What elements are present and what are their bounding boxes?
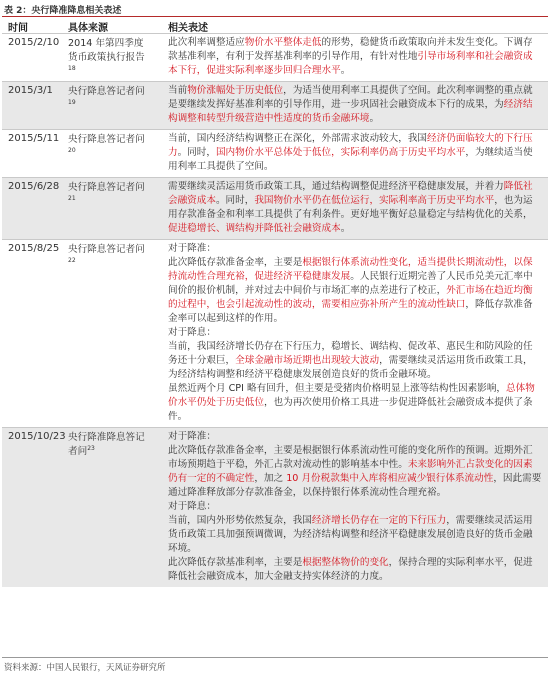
- desc-text: ，为适当使用利率工具提供了空间。此次利率调整的重点就是要继续发挥好基准利率的引导作用，进一步巩固社会融资成本下行的成果，为: [168, 85, 533, 110]
- row-footnote: 22: [68, 256, 76, 264]
- row-source: [68, 431, 152, 459]
- row-desc: [168, 34, 548, 81]
- desc-text: ，也为运用存款准备金和利率工具提供了有利条件。更好地平衡好总量稳定与结构优化的关系，: [168, 195, 533, 220]
- row-desc: [168, 82, 548, 129]
- highlight-text: 外汇市场在趋近均衡的过程中，也会引起流动性的波动，需要相应弥补所产生的流动性缺口: [168, 285, 533, 310]
- row-footnote: 19: [68, 98, 76, 106]
- row-footnote: 18: [68, 64, 76, 72]
- desc-text: ，降低存款准备金率可以起到这样的作用。: [168, 299, 533, 324]
- desc-text: 。同时，: [215, 195, 255, 206]
- row-desc: [168, 178, 548, 239]
- table-row: [2, 427, 548, 587]
- table-caption: 表 2：央行降准降息相关表述: [4, 6, 122, 16]
- highlight-text: 国内物价水平总体处于低位，实际利率仍高于历史平均水平: [215, 147, 466, 158]
- header-source: 具体来源: [68, 23, 108, 34]
- desc-text: 。同时，: [177, 147, 216, 158]
- highlight-text: 物价涨幅处于历史低位: [187, 85, 284, 96]
- desc-paragraph: [168, 36, 542, 78]
- highlight-text: 物价水平整体走低: [244, 37, 322, 48]
- desc-paragraph: [168, 340, 542, 382]
- table-row: [2, 81, 548, 129]
- table-row: [2, 33, 548, 81]
- table-row: [2, 129, 548, 177]
- desc-text: ，需要继续灵活运用货币政策工具，为经济结构调整和经济平稳健康发展创造良好的货币金融环境。: [168, 355, 533, 380]
- desc-text: 对于降息：: [168, 327, 216, 338]
- highlight-text: 未来影响外汇占款变化的因素仍有一定的不确定性: [168, 459, 533, 484]
- table-bottom-rule: [2, 657, 548, 658]
- desc-paragraph: [168, 242, 542, 256]
- desc-text: 。: [369, 113, 380, 124]
- row-time: 2015/6/28: [8, 181, 60, 192]
- row-source-text: 央行降息答记者问: [68, 244, 145, 255]
- desc-text: 对于降息：: [168, 501, 216, 512]
- row-source-text: 央行降准降息答记者问: [68, 432, 145, 457]
- desc-paragraph: [168, 444, 542, 500]
- row-time: 2015/5/11: [8, 133, 60, 144]
- desc-paragraph: [168, 500, 542, 514]
- header-desc: 相关表述: [168, 23, 208, 34]
- highlight-text: 根据银行体系流动性变化，适当提供长期流动性，以保持流动性合理充裕，促进经济平稳健康发展: [168, 257, 533, 282]
- row-desc: [168, 240, 548, 427]
- desc-paragraph: [168, 382, 542, 424]
- table-row: [2, 239, 548, 427]
- desc-text: 的形势，稳健货币政策取向并未发生变化。下调存款基准利率，有利于发挥基准利率的引导作用，有针对性地: [168, 37, 533, 62]
- desc-text: ，需要继续灵活运用货币政策工具加强预调微调，为经济结构调整和经济平稳健康发展创造良好的货币金融环境。: [168, 515, 533, 554]
- highlight-text: 总体物价水平仍处于历史低位: [168, 383, 535, 408]
- row-time: 2015/8/25: [8, 243, 60, 254]
- row-source: [68, 37, 152, 79]
- source-note: 资料来源：中国人民银行，天风证券研究所: [4, 663, 166, 673]
- desc-text: 此次降低存款准备金率，主要是根据银行体系流动性可能的变化所作的预调。近期外汇市场预期趋于平稳，外汇占款对流动性的影响基本中性。: [168, 445, 533, 470]
- desc-paragraph: [168, 514, 542, 556]
- desc-text: ，保持合理的实际利率水平，促进降低社会融资成本，加大金融支持实体经济的力度。: [168, 557, 533, 582]
- desc-text: 当前，国内外形势依然复杂，我国: [168, 515, 312, 526]
- highlight-text: 我国物价水平仍在低位运行，实际利率高于历史平均水平: [254, 195, 495, 206]
- desc-text: 。: [340, 65, 351, 76]
- desc-text: 需要继续灵活运用货币政策工具，通过结构调整促进经济平稳健康发展，并着力: [168, 181, 504, 192]
- desc-text: 当前: [168, 85, 188, 96]
- row-source-text: 央行降息答记者问: [68, 134, 145, 145]
- row-time: 2015/3/1: [8, 85, 53, 96]
- row-desc: [168, 130, 548, 177]
- row-source-text: 2014 年第四季度货币政策执行报告: [68, 38, 145, 63]
- desc-text: 此次利率调整适应: [168, 37, 245, 48]
- highlight-text: 经济仍面临较大的下行压力: [168, 133, 533, 158]
- row-time: 2015/2/10: [8, 37, 60, 48]
- table-row: [2, 177, 548, 239]
- row-source: [68, 181, 152, 209]
- desc-text: ，也为再次使用价格工具进一步促进降低社会融资成本提供了条件。: [168, 397, 533, 422]
- desc-text: 对于降准：: [168, 431, 216, 442]
- desc-paragraph: [168, 556, 542, 584]
- highlight-text: 经济增长仍存在一定的下行压力: [311, 515, 447, 526]
- row-desc: [168, 428, 548, 587]
- highlight-text: 经济结构调整和转型升级营造中性适度的货币金融环境: [168, 99, 533, 124]
- desc-paragraph: [168, 326, 542, 340]
- row-footnote: 20: [68, 146, 76, 154]
- desc-text: ，加之: [254, 473, 287, 484]
- highlight-text: 10 月份税款集中入库将相应减少银行体系流动性: [286, 473, 494, 484]
- desc-text: 当前，国内经济结构调整正在深化，外部需求波动较大，我国: [168, 133, 428, 144]
- table-body: [2, 33, 548, 587]
- highlight-text: 引导市场利率和社会融资成本下行，促进实际利率逐步回归合理水平: [168, 51, 533, 76]
- desc-text: 。: [340, 223, 351, 234]
- row-source: [68, 243, 152, 271]
- highlight-text: 全球金融市场近期也出现较大波动: [235, 355, 380, 366]
- row-source-text: 央行降息答记者问: [68, 86, 145, 97]
- desc-text: ，因此需要通过降准释放部分存款准备金，以保持银行体系流动性合理充裕。: [168, 473, 542, 498]
- row-source-text: 央行降息答记者问: [68, 182, 145, 193]
- header-time: 时间: [8, 23, 28, 34]
- highlight-text: 根据整体物价的变化: [302, 557, 389, 568]
- desc-text: ，为继续适当使用利率工具提供了空间。: [168, 147, 533, 172]
- desc-text: 当前，我国经济增长仍存在下行压力，稳增长、调结构、促改革、惠民生和防风险的任务还十分艰巨，: [168, 341, 533, 366]
- desc-paragraph: [168, 84, 542, 126]
- row-source: [68, 133, 152, 161]
- desc-text: 对于降准：: [168, 243, 216, 254]
- desc-paragraph: [168, 256, 542, 326]
- desc-text: 虽然近两个月 CPI 略有回升，但主要是受猪肉价格明显上涨等结构性因素影响，: [168, 383, 507, 394]
- desc-paragraph: [168, 430, 542, 444]
- highlight-text: 促进稳增长、调结构并降低社会融资成本: [168, 223, 341, 234]
- table-header: [2, 17, 548, 33]
- desc-text: 。人民银行近期完善了人民币兑美元汇率中间价的报价机制，并对过去中间价与市场汇率的点差进行了校正，: [168, 271, 533, 296]
- row-footnote: 21: [68, 194, 76, 202]
- desc-text: 此次降低存款准备金率，主要是: [168, 257, 303, 268]
- desc-text: 此次降低存款基准利率，主要是: [168, 557, 303, 568]
- row-footnote: 23: [87, 444, 95, 452]
- highlight-text: 降低社会融资成本: [168, 181, 533, 206]
- row-time: 2015/10/23: [8, 431, 66, 442]
- row-source: [68, 85, 152, 113]
- desc-paragraph: [168, 180, 542, 236]
- desc-paragraph: [168, 132, 542, 174]
